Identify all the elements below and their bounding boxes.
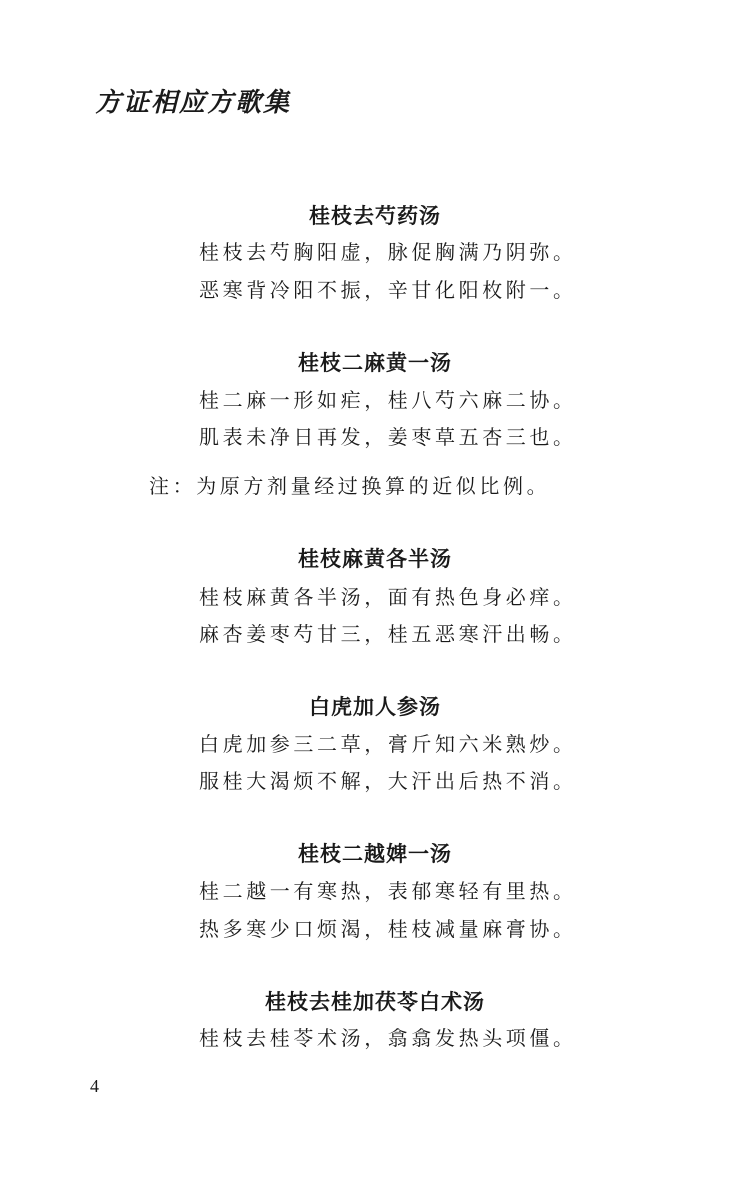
section-title: 桂枝麻黄各半汤 bbox=[298, 547, 452, 571]
section-title: 桂枝二麻黄一汤 bbox=[298, 351, 452, 375]
running-header: 方证相应方歌集 bbox=[95, 88, 292, 118]
page-number: 4 bbox=[90, 1076, 99, 1096]
verse-line: 麻杏姜枣芍甘三，桂五恶寒汗出畅。 bbox=[199, 622, 577, 646]
verse-line: 白虎加参三二草，膏斤知六米熟炒。 bbox=[199, 732, 577, 756]
verse-line: 桂枝麻黄各半汤，面有热色身必痒。 bbox=[199, 585, 577, 609]
verse-line: 桂二越一有寒热，表郁寒轻有里热。 bbox=[199, 879, 577, 903]
section-title: 桂枝二越婢一汤 bbox=[298, 842, 452, 866]
verse-line: 恶寒背冷阳不振，辛甘化阳枚附一。 bbox=[199, 278, 577, 302]
verse-line: 热多寒少口烦渴，桂枝减量麻膏协。 bbox=[199, 917, 577, 941]
section-title: 桂枝去芍药汤 bbox=[309, 204, 441, 228]
verse-line: 服桂大渴烦不解，大汗出后热不消。 bbox=[199, 769, 577, 793]
verse-line: 桂二麻一形如疟，桂八芍六麻二协。 bbox=[199, 388, 577, 412]
verse-line: 肌表未净日再发，姜枣草五杏三也。 bbox=[199, 425, 577, 449]
verse-line: 桂枝去桂苓术汤，翕翕发热头项僵。 bbox=[199, 1026, 577, 1050]
section-title: 桂枝去桂加茯苓白术汤 bbox=[265, 990, 485, 1014]
dosage-note: 注：为原方剂量经过换算的近似比例。 bbox=[149, 474, 551, 498]
verse-line: 桂枝去芍胸阳虚，脉促胸满乃阴弥。 bbox=[199, 240, 577, 264]
section-title: 白虎加人参汤 bbox=[309, 695, 441, 719]
